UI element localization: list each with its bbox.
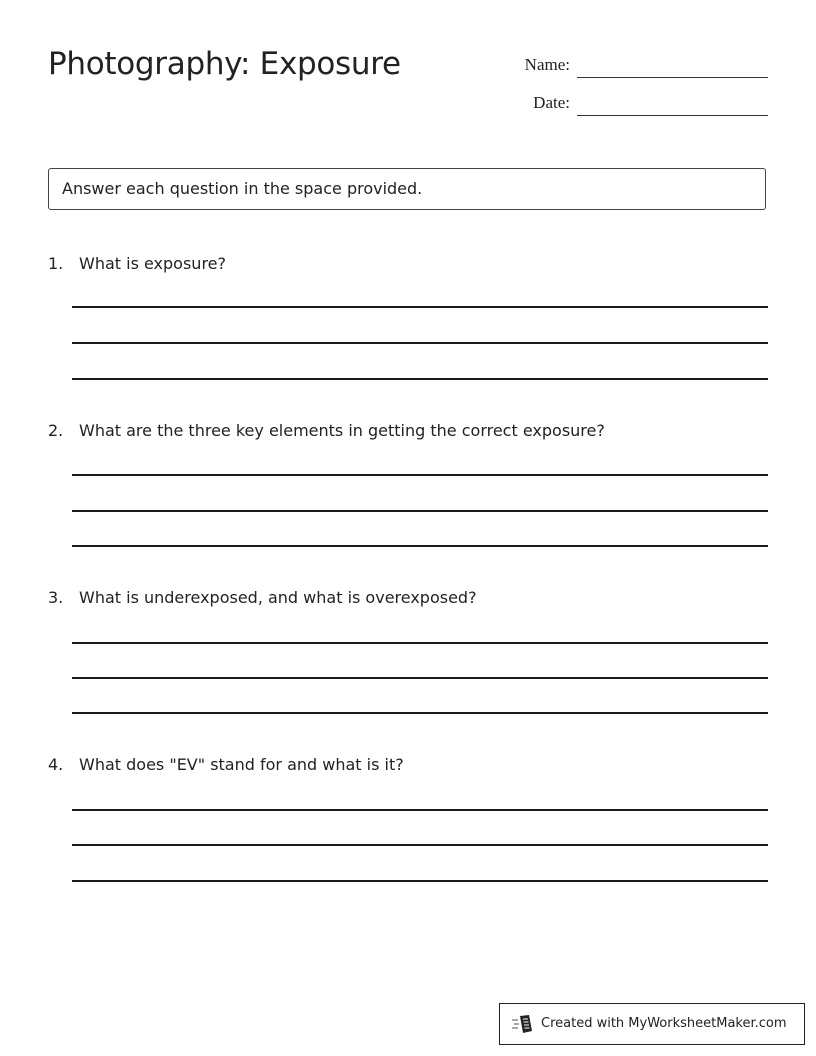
question-number: 4. xyxy=(48,755,64,774)
answer-line[interactable] xyxy=(72,474,768,476)
footer-text: Created with MyWorksheetMaker.com xyxy=(541,1016,787,1031)
date-field xyxy=(505,93,768,117)
name-field xyxy=(505,55,768,79)
instructions-text: Answer each question in the space provided. xyxy=(62,179,423,198)
question-text: What is underexposed, and what is overexposed? xyxy=(79,588,477,607)
question-text: What is exposure? xyxy=(79,254,227,273)
answer-line[interactable] xyxy=(72,545,768,547)
name-label: Name: xyxy=(524,55,570,74)
answer-line[interactable] xyxy=(72,712,768,714)
answer-line[interactable] xyxy=(72,844,768,846)
date-line[interactable] xyxy=(577,115,768,116)
question-number: 1. xyxy=(48,254,64,273)
answer-line[interactable] xyxy=(72,378,768,380)
answer-line[interactable] xyxy=(72,642,768,644)
question-text: What does "EV" stand for and what is it? xyxy=(79,755,404,774)
question-text: What are the three key elements in getting the correct exposure? xyxy=(79,421,605,440)
page-title: Photography: Exposure xyxy=(48,46,401,82)
question-number: 2. xyxy=(48,421,64,440)
answer-line[interactable] xyxy=(72,342,768,344)
question-number: 3. xyxy=(48,588,64,607)
answer-line[interactable] xyxy=(72,809,768,811)
answer-line[interactable] xyxy=(72,677,768,679)
worksheet-maker-logo-icon xyxy=(511,1014,535,1034)
footer-credit[interactable] xyxy=(499,1003,805,1045)
answer-line[interactable] xyxy=(72,510,768,512)
date-label: Date: xyxy=(533,93,570,112)
answer-line[interactable] xyxy=(72,306,768,308)
answer-line[interactable] xyxy=(72,880,768,882)
instructions-box xyxy=(48,168,766,210)
name-line[interactable] xyxy=(577,77,768,78)
